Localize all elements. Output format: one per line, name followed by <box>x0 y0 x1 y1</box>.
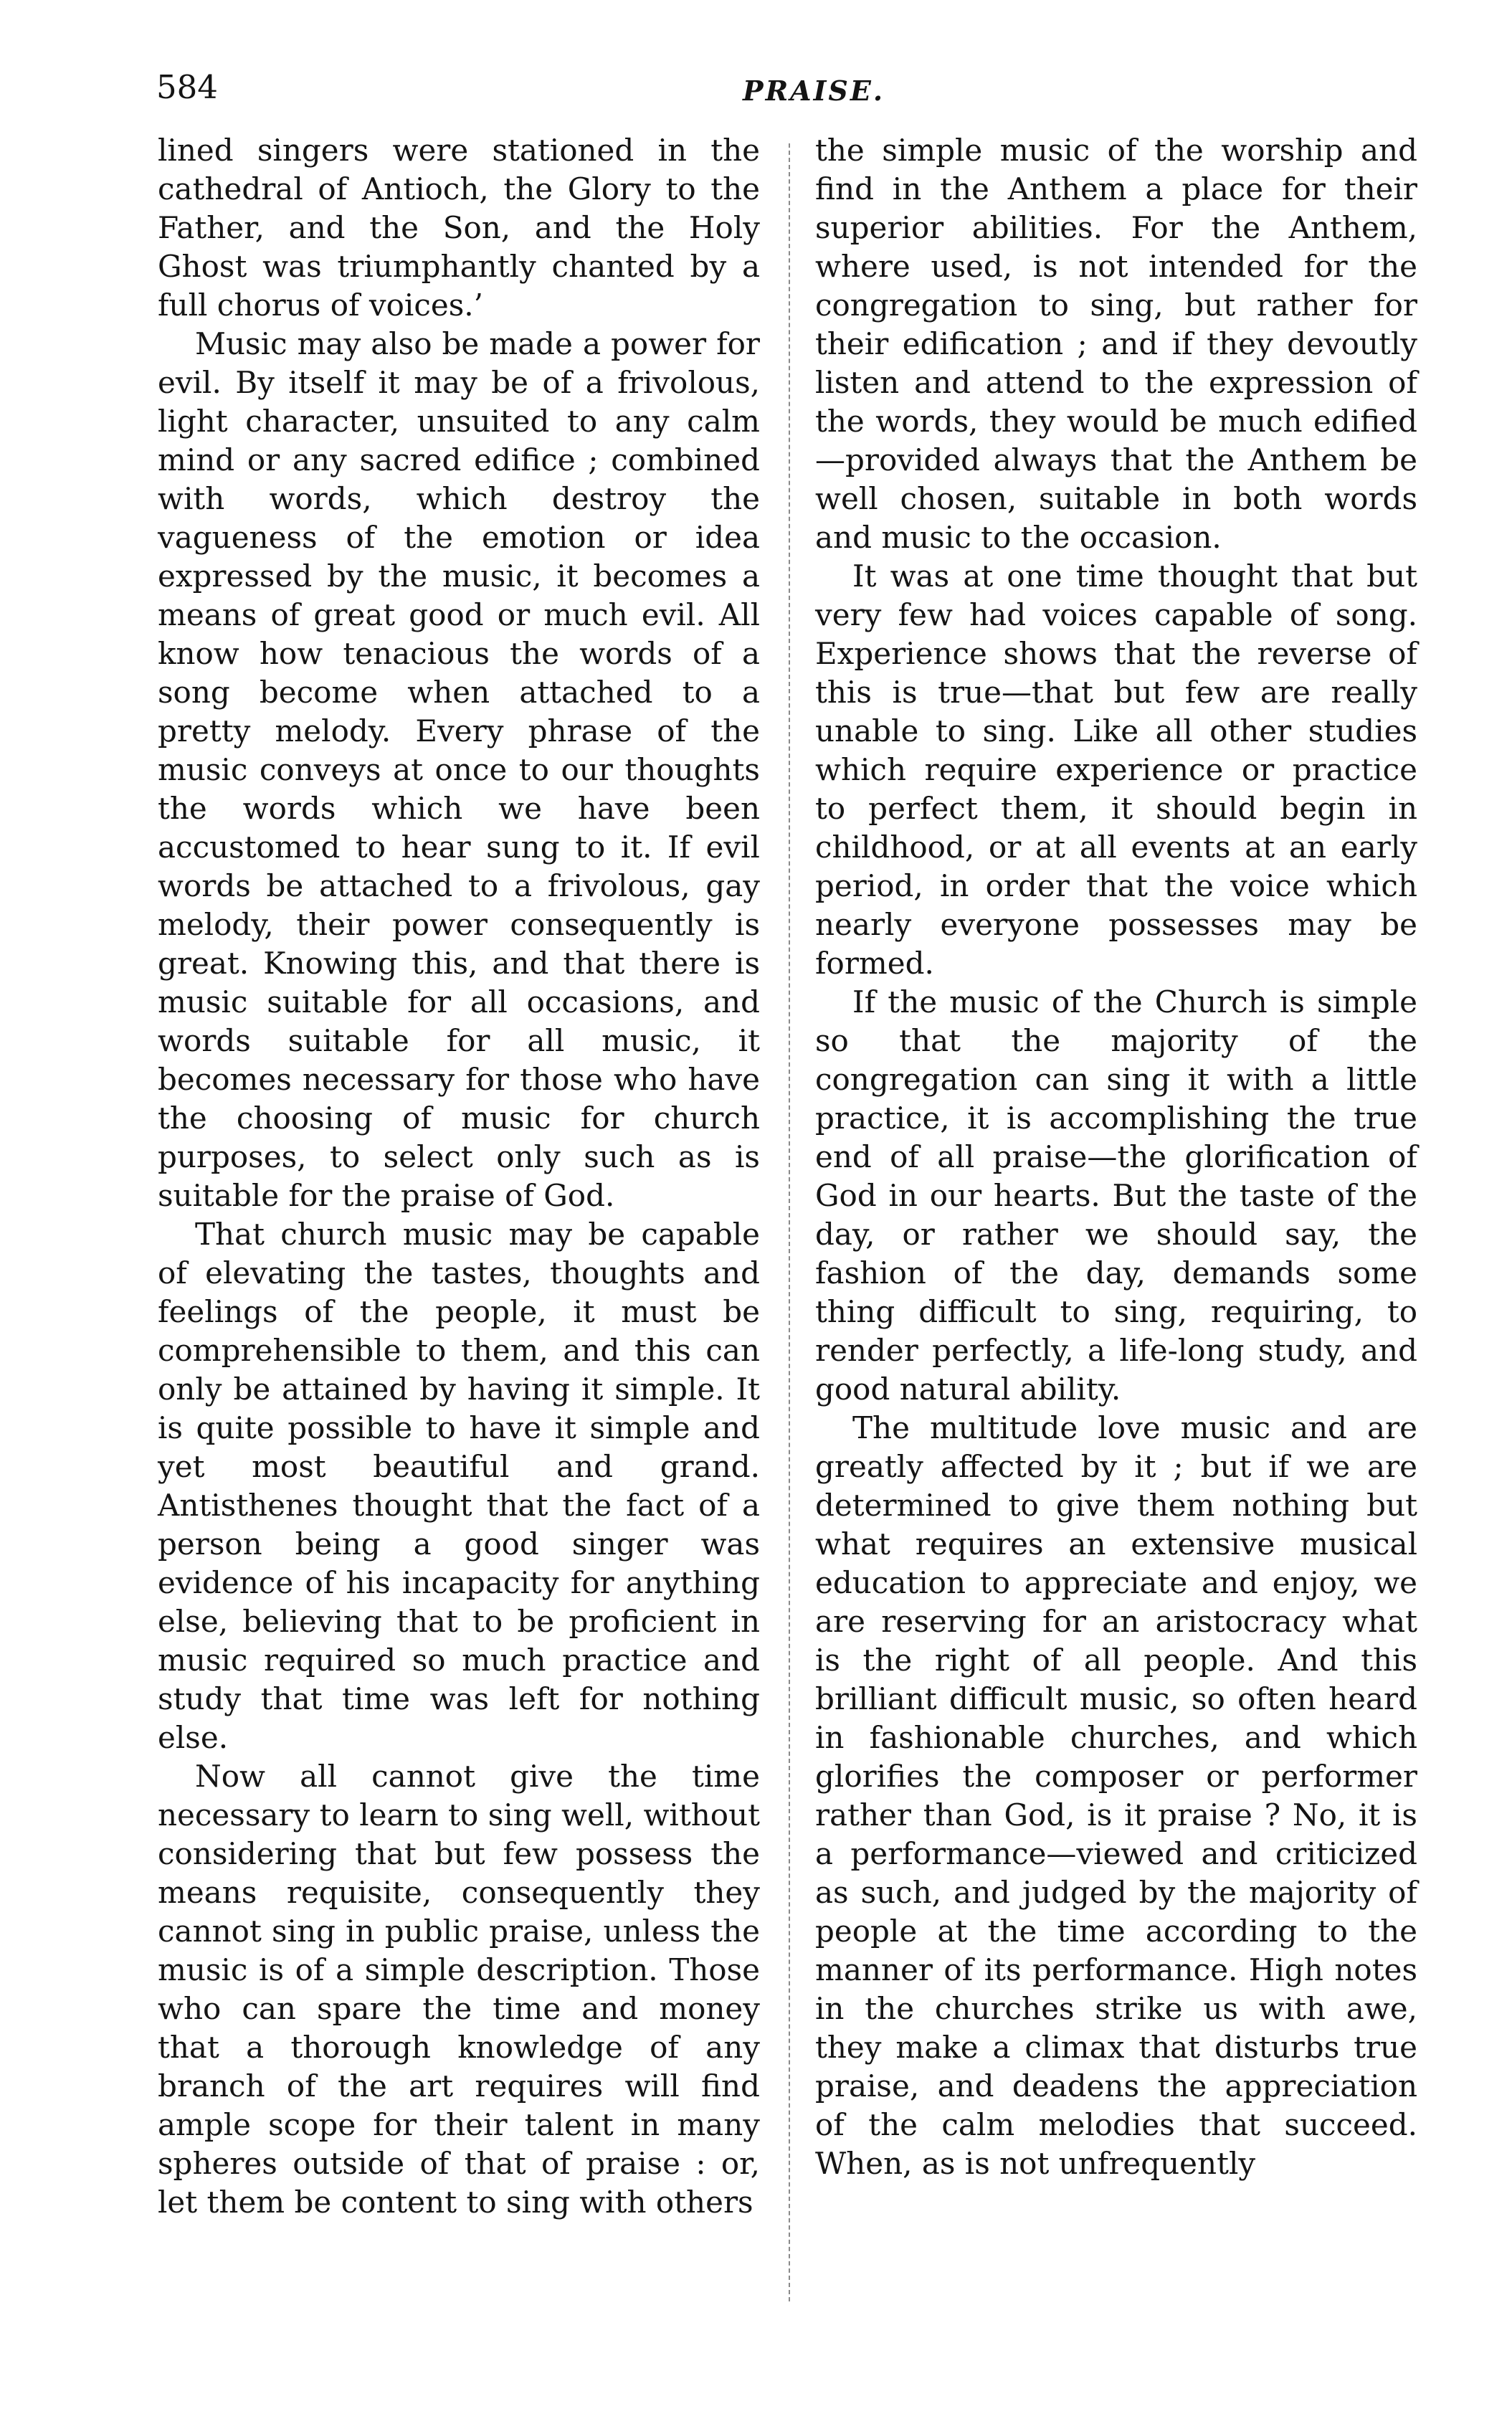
paragraph: If the music of the Church is simple so that the majority of the congregation can sing it with a little practice, it is accomplishing the true end of all praise—the glorification of God in our hearts. But the taste of the day, or rather we should say, the fashion of the day, demands some thing difficult to sing, requiring, to render perfectly, a life-long study, and good natural ability. <box>815 984 1417 1407</box>
left-column <box>158 131 760 2222</box>
paragraph: That church music may be capable of elevating the tastes, thoughts and feelings of the people, it must be comprehensible to them, and this can only be attained by having it simple. It is quite possible to have it simple and yet most beautiful and grand. Antisthenes thought that the fact of a person being a good singer was evidence of his incapacity for anything else, believing that to be proficient in music required so much practice and study that time was left for nothing else. <box>158 1217 760 1755</box>
right-column <box>815 131 1417 2183</box>
page-number: 584 <box>156 68 218 106</box>
column-divider <box>789 143 790 2301</box>
paragraph: Music may also be made a power for evil. By itself it may be of a frivolous, light character, unsuited to any calm mind or any sacred edifice ; combined with words, which destroy the vagueness of the emotion or idea expressed by the music, it becomes a means of great good or much evil. All know how tenacious the words of a song become when attached to a pretty melody. Every phrase of the music conveys at once to our thoughts the words which we have been accustomed to hear sung to it. If evil words be attached to a frivolous, gay melody, their power consequently is great. Knowing this, and that there is music suitable for all occasions, and words suitable for all music, it becomes necessary for those who have the choosing of music for church purposes, to select only such as is suitable for the praise of God. <box>158 326 760 1213</box>
paragraph: Now all cannot give the time necessary to learn to sing well, without considering that but few possess the means requisite, consequently they cannot sing in public praise, unless the music is of a simple description. Those who can spare the time and money that a thorough knowledge of any branch of the art requires will find ample scope for their talent in many spheres outside of that of praise : or, let them be content to sing with others <box>158 1759 760 2220</box>
paragraph: It was at one time thought that but very few had voices capable of song. Experience shows that the reverse of this is true—that but few are really unable to sing. Like all other studies which require experience or practice to perfect them, it should begin in childhood, or at all events at an early period, in order that the voice which nearly everyone possesses may be formed. <box>815 559 1417 981</box>
paragraph: the simple music of the worship and find in the Anthem a place for their superior abilities. For the Anthem, where used, is not intended for the congregation to sing, but rather for their edification ; and if they devoutly listen and attend to the expression of the words, they would be much edified —provided always that the Anthem be well chosen, suitable in both words and music to the occasion. <box>815 133 1417 555</box>
running-head: PRAISE. <box>743 75 885 107</box>
paragraph: lined singers were stationed in the cathedral of Antioch, the Glory to the Father, and the Son, and the Holy Ghost was triumphantly chanted by a full chorus of voices.’ <box>158 133 760 323</box>
paragraph: The multitude love music and are greatly affected by it ; but if we are determined to give them nothing but what requires an extensive musical education to appreciate and enjoy, we are reserving for an aristocracy what is the right of all people. And this brilliant difficult music, so often heard in fashionable churches, and which glorifies the composer or performer rather than God, is it praise ? No, it is a performance—viewed and criticized as such, and judged by the majority of people at the time according to the manner of its performance. High notes in the churches strike us with awe, they make a climax that disturbs true praise, and deadens the appreciation of the calm melodies that succeed. When, as is not unfrequently <box>815 1410 1417 2181</box>
